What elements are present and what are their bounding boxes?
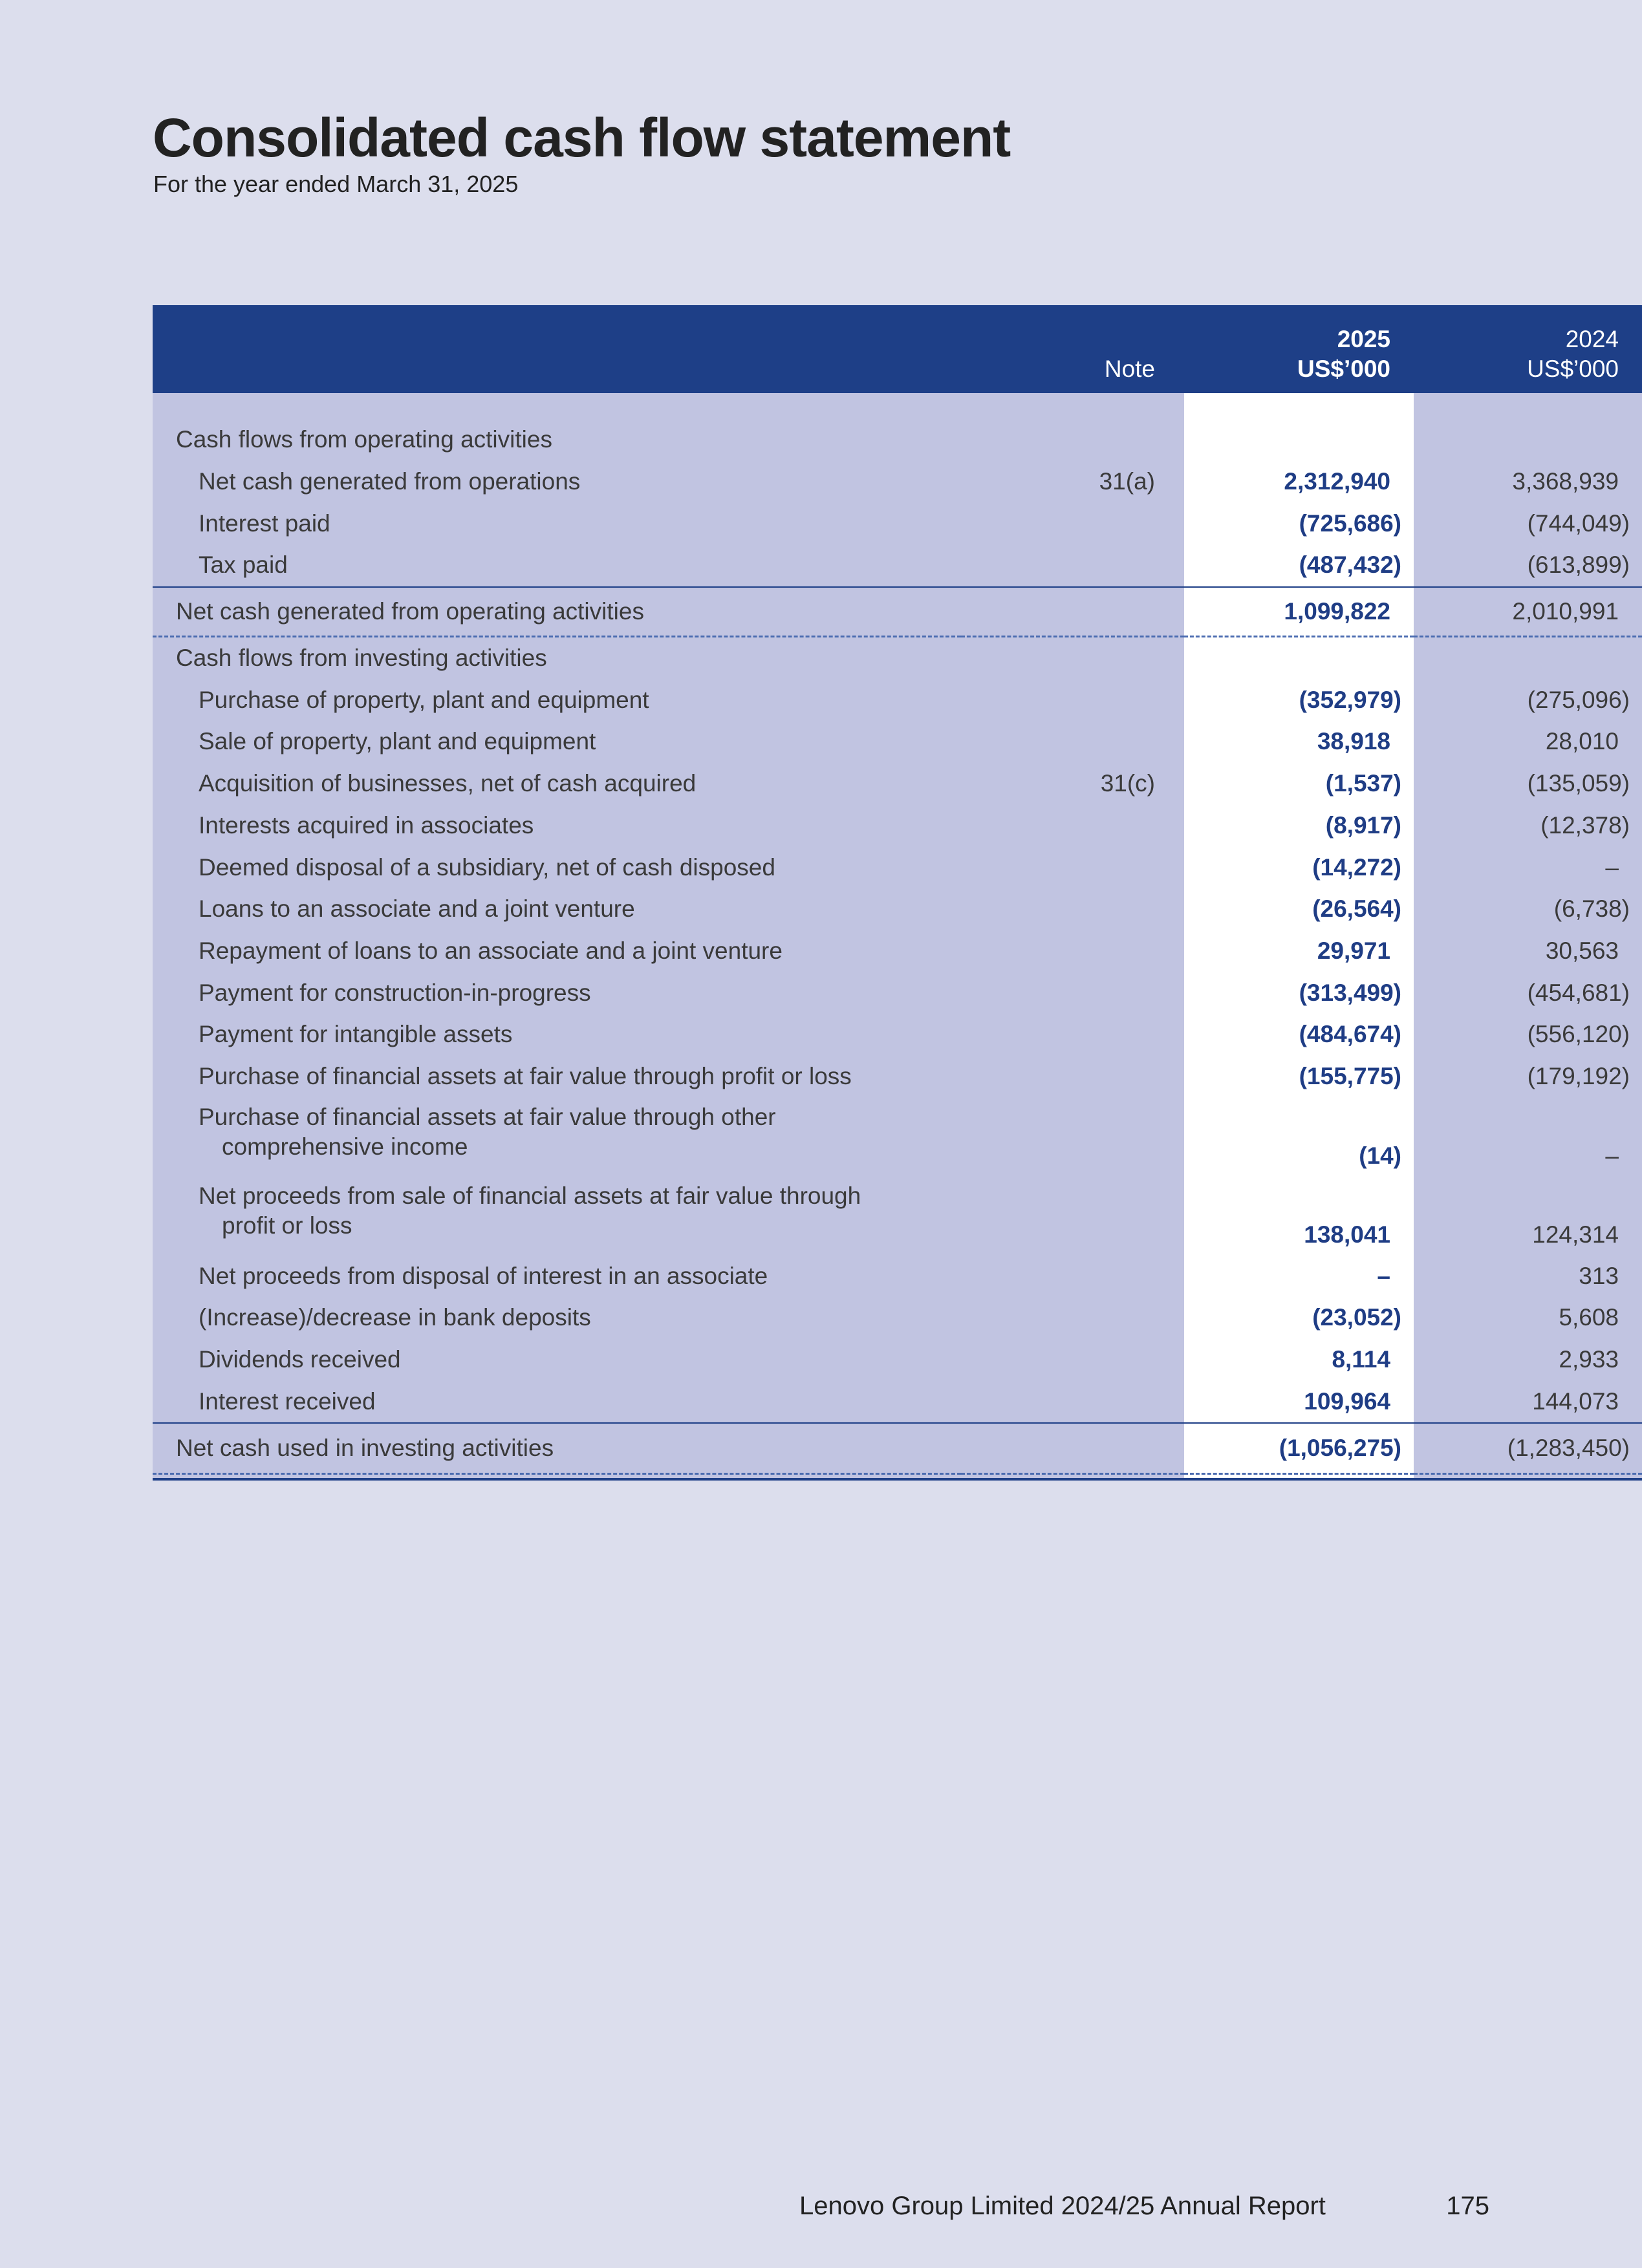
row-label: Net proceeds from sale of financial assets at fair value through profit or loss [153,1176,961,1255]
row-label: Payment for construction-in-progress [153,972,961,1014]
subtotal-row [153,587,1642,637]
row-value-2024: 30,563 [1414,930,1642,972]
row-note [961,888,1184,930]
row-value-2025: (8,917) [1184,805,1414,847]
row-label: Deemed disposal of a subsidiary, net of cash disposed [153,846,961,888]
row-note [961,846,1184,888]
row-value-2024: (275,096) [1414,679,1642,721]
table-row [153,846,1642,888]
row-note [961,1255,1184,1297]
row-note [961,1097,1184,1176]
subtotal-row [153,1423,1642,1474]
subtotal-value-2025: (1,056,275) [1184,1423,1414,1474]
row-value-2024: 2,933 [1414,1339,1642,1381]
row-value-2025: (352,979) [1184,679,1414,721]
row-value-2024: (135,059) [1414,763,1642,805]
subtotal-label: Net cash generated from operating activities [153,587,961,637]
table-row [153,1339,1642,1381]
table-row [153,721,1642,763]
table-row [153,544,1642,587]
table-row [153,461,1642,503]
table-row [153,1176,1642,1255]
table-row [153,930,1642,972]
row-value-2025: 29,971 [1184,930,1414,972]
row-note [961,679,1184,721]
row-note [961,1380,1184,1423]
table-row [153,679,1642,721]
row-value-2025: (725,686) [1184,502,1414,544]
subtotal-value-2024: 2,010,991 [1414,587,1642,637]
table-row [153,888,1642,930]
row-label: Purchase of financial assets at fair value through profit or loss [153,1056,961,1098]
footer-report-title: Lenovo Group Limited 2024/25 Annual Report [799,2192,1326,2220]
page-title: Consolidated cash flow statement [153,107,1011,168]
row-label: Interest received [153,1380,961,1423]
row-value-2024: 313 [1414,1255,1642,1297]
table-row [153,763,1642,805]
row-note [961,1176,1184,1255]
subtotal-value-2024: (1,283,450) [1414,1423,1642,1474]
row-value-2025: – [1184,1255,1414,1297]
row-value-2024: 124,314 [1414,1176,1642,1255]
table-row [153,502,1642,544]
row-value-2024: (12,378) [1414,805,1642,847]
investing-section-heading: Cash flows from investing activities [153,636,961,679]
note-column-header: Note [961,305,1184,393]
row-value-2024: – [1414,1097,1642,1176]
row-value-2025: 2,312,940 [1184,461,1414,503]
row-label: Sale of property, plant and equipment [153,721,961,763]
row-value-2024: 5,608 [1414,1297,1642,1339]
row-label: Interests acquired in associates [153,805,961,847]
row-value-2024: (6,738) [1414,888,1642,930]
row-value-2025: 38,918 [1184,721,1414,763]
row-label: Interest paid [153,502,961,544]
row-label: Repayment of loans to an associate and a joint venture [153,930,961,972]
row-note: 31(a) [961,461,1184,503]
row-value-2025: (26,564) [1184,888,1414,930]
table-row [153,1097,1642,1176]
operating-section-heading: Cash flows from operating activities [153,419,961,461]
row-value-2025: (155,775) [1184,1056,1414,1098]
row-value-2025: 138,041 [1184,1176,1414,1255]
row-value-2024: (556,120) [1414,1014,1642,1056]
header-label-cell [153,305,961,393]
row-value-2025: (487,432) [1184,544,1414,587]
section-heading-row [153,419,1642,461]
subtotal-value-2025: 1,099,822 [1184,587,1414,637]
row-label: (Increase)/decrease in bank deposits [153,1297,961,1339]
row-label: Tax paid [153,544,961,587]
row-note [961,502,1184,544]
table-end-rule [153,1474,1642,1480]
row-note [961,972,1184,1014]
row-note [961,544,1184,587]
table-row [153,1380,1642,1423]
section-heading-row [153,636,1642,679]
row-value-2024: 28,010 [1414,721,1642,763]
table-header-row [153,305,1642,393]
row-note [961,721,1184,763]
table-row [153,1014,1642,1056]
row-note [961,805,1184,847]
table-row [153,972,1642,1014]
row-value-2025: (484,674) [1184,1014,1414,1056]
row-value-2025: (14) [1184,1097,1414,1176]
row-value-2024: (613,899) [1414,544,1642,587]
page-number: 175 [1446,2192,1489,2220]
table-row [153,805,1642,847]
row-value-2025: (23,052) [1184,1297,1414,1339]
cash-flow-table [153,305,1642,1481]
row-note: 31(c) [961,763,1184,805]
table-row [153,1255,1642,1297]
row-value-2024: 3,368,939 [1414,461,1642,503]
row-note [961,930,1184,972]
row-value-2025: (1,537) [1184,763,1414,805]
row-label: Net cash generated from operations [153,461,961,503]
row-label: Dividends received [153,1339,961,1381]
row-note [961,1297,1184,1339]
row-note [961,1056,1184,1098]
row-value-2025: 109,964 [1184,1380,1414,1423]
subtotal-label: Net cash used in investing activities [153,1423,961,1474]
row-value-2024: 144,073 [1414,1380,1642,1423]
row-value-2025: (313,499) [1184,972,1414,1014]
table-row [153,1297,1642,1339]
table-row [153,1056,1642,1098]
row-value-2024: (744,049) [1414,502,1642,544]
row-label: Purchase of property, plant and equipment [153,679,961,721]
row-value-2024: (179,192) [1414,1056,1642,1098]
spacer-row [153,393,1642,419]
row-label: Loans to an associate and a joint venture [153,888,961,930]
row-label: Net proceeds from disposal of interest in an associate [153,1255,961,1297]
row-value-2025: 8,114 [1184,1339,1414,1381]
row-value-2025: (14,272) [1184,846,1414,888]
row-label: Payment for intangible assets [153,1014,961,1056]
year-2025-column-header: 2025 US$’000 [1184,305,1414,393]
year-2024-column-header: 2024 US$’000 [1414,305,1642,393]
row-value-2024: – [1414,846,1642,888]
row-label: Purchase of financial assets at fair value through other comprehensive income [153,1097,961,1176]
row-note [961,1339,1184,1381]
row-label: Acquisition of businesses, net of cash acquired [153,763,961,805]
row-value-2024: (454,681) [1414,972,1642,1014]
page-subtitle: For the year ended March 31, 2025 [153,171,519,197]
row-note [961,1014,1184,1056]
